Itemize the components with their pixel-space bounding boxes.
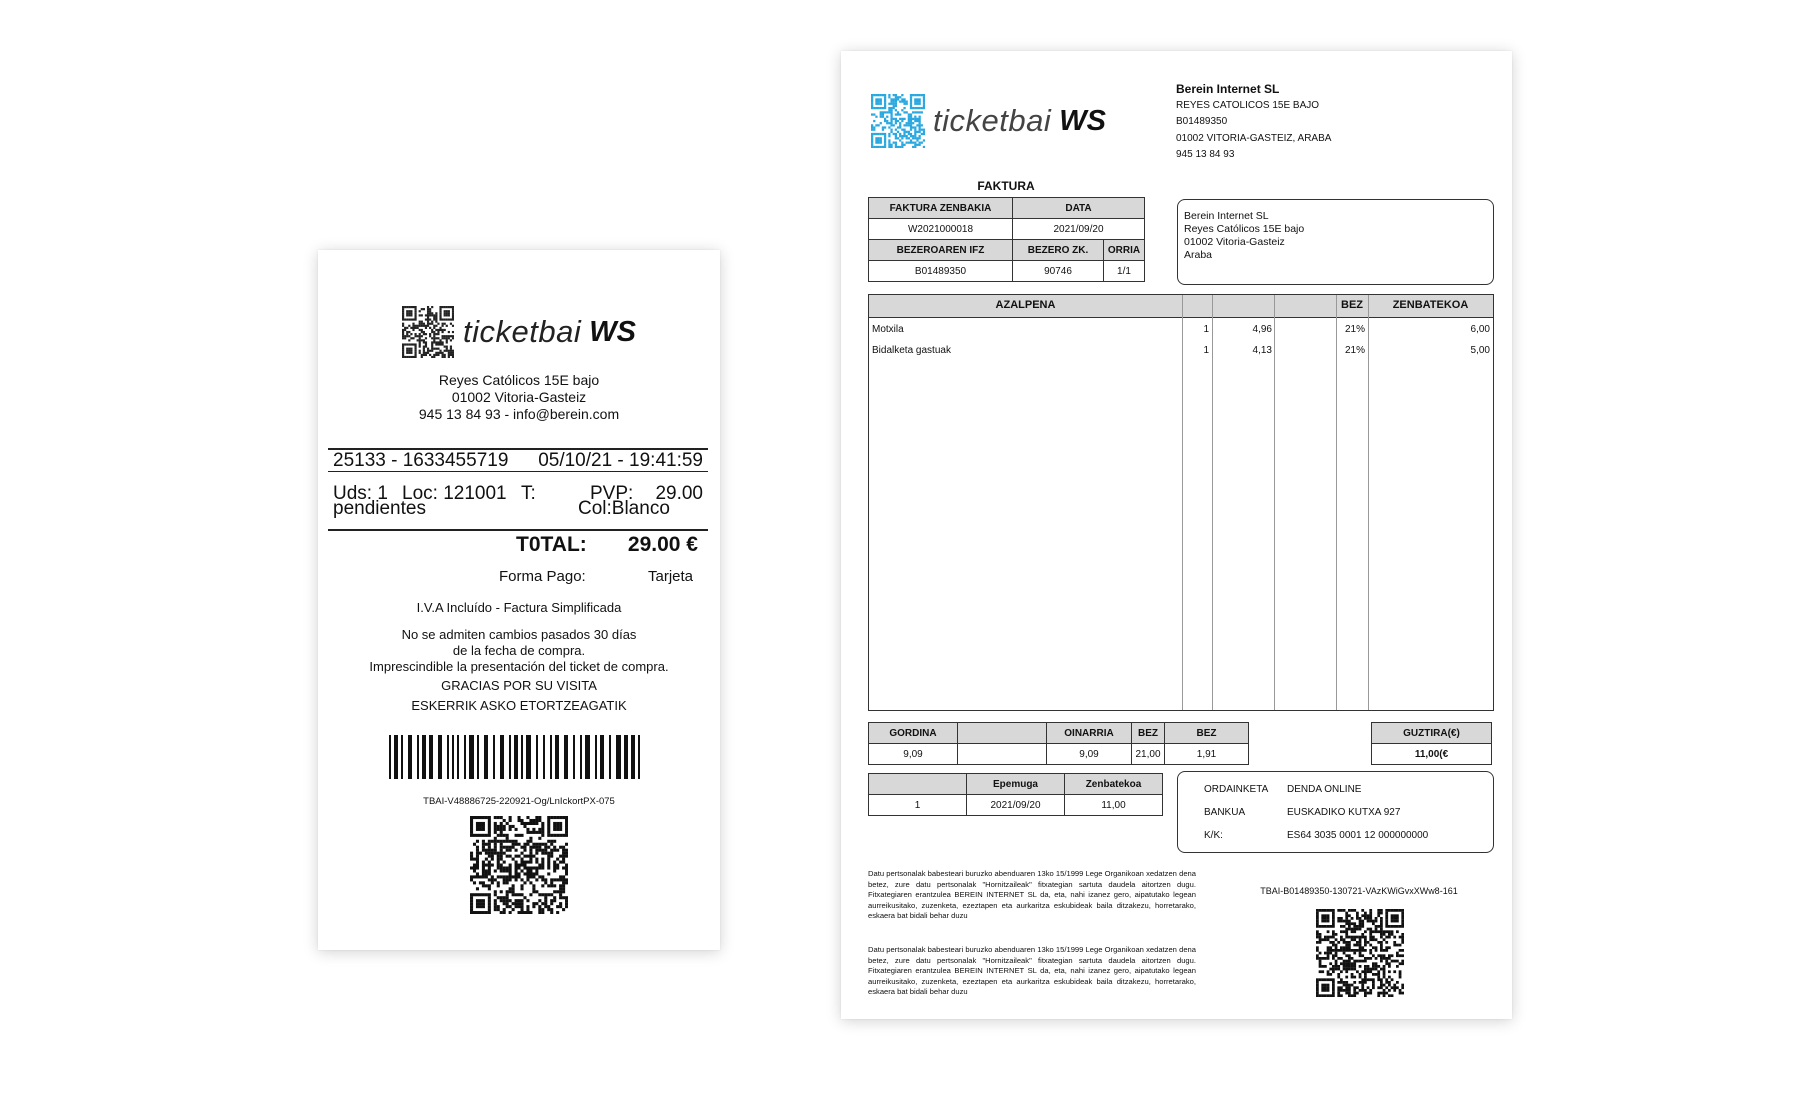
payment-method-label: ORDAINKETA: [1204, 784, 1269, 795]
thanks-es: GRACIAS POR SU VISITA: [441, 678, 597, 693]
return-policy: [318, 627, 720, 675]
totals-header: BEZ: [1165, 723, 1249, 744]
ticket-datetime: 05/10/21 - 19:41:59: [538, 450, 703, 471]
company-phone: 945 13 84 93: [1176, 149, 1235, 160]
company-address: REYES CATOLICOS 15E BAJO: [1176, 99, 1320, 111]
privacy-notice: Datu pertsonalak babesteari buruzko abenduaren 13ko 15/1999 Lege Organikoan xedatzen dena betez, zure datu pertsonalak "Hornitzaileak" fitxategian sartuta daudela aitortzen dugu. Fitxategiaren erantzulea BEREIN INTERNET SL da, eta, nahi izanez gero, aipatutako legean aurreikusitako, zuzenketa, ezeztapen eta aurkaritza eskubideak baila ditzakezu, horretarako, eskaera bat bidali behar duzu: [868, 869, 1196, 920]
ticketbai-logo: [871, 94, 1106, 148]
header-amount: ZENBATEKOA: [1392, 299, 1469, 311]
meta-header: BEZEROAREN IFZ: [869, 240, 1013, 261]
pvp-price: 29.00: [655, 483, 703, 504]
doc-title: FAKTURA: [977, 179, 1035, 193]
tbai-code: TBAI-B01489350-130721-VAzKWiGvxXWw8-161: [1260, 886, 1458, 896]
divider: [328, 529, 708, 531]
invoice-number: W2021000018: [869, 219, 1013, 240]
privacy-notice: Datu pertsonalak babesteari buruzko abenduaren 13ko 15/1999 Lege Organikoan xedatzen dena betez, zure datu pertsonalak "Hornitzaileak" fitxategian sartuta daudela aitortzen dugu. Fitxategiaren erantzulea BEREIN INTERNET SL da, eta, nahi izanez gero, aipatutako legean aurreikusitako, zuzenketa, ezeztapen eta aurkaritza eskubideak baila ditzakezu, horretarako, eskaera bat bidali behar duzu: [868, 945, 1196, 996]
policy-line: de la fecha de compra.: [452, 643, 586, 658]
client-line: Reyes Católicos 15E bajo: [1184, 223, 1305, 235]
qr-logo-icon: [402, 306, 454, 358]
qr-code-icon: [470, 816, 568, 914]
color-text: Col:Blanco: [578, 498, 670, 519]
line-description: Motxila: [872, 324, 904, 335]
totals-header-blank: [958, 723, 1047, 744]
gross-value: 9,09: [869, 744, 958, 765]
client-line: 01002 Vitoria-Gasteiz: [1184, 236, 1285, 248]
address-line: Reyes Católicos 15E bajo: [438, 372, 600, 388]
thanks-eu: ESKERRIK ASKO ETORTZEAGATIK: [411, 698, 627, 713]
line-qty: 1: [1203, 324, 1209, 335]
units: Uds: 1: [333, 483, 388, 504]
account-number: ES64 3035 0001 12 000000000: [1287, 830, 1429, 841]
invoice-document: [841, 51, 1512, 1019]
store-address: [318, 372, 720, 423]
table-row: [869, 321, 1493, 341]
totals-header: GORDINA: [869, 723, 958, 744]
ticket-id: 25133 - 1633455719: [333, 450, 509, 471]
client-line: Berein Internet SL: [1184, 210, 1269, 222]
t-label: T:: [521, 483, 536, 504]
totals-header: OINARRIA: [1047, 723, 1132, 744]
account-label: K/K:: [1204, 830, 1223, 841]
base-value: 9,09: [1047, 744, 1132, 765]
blank-cell: [958, 744, 1047, 765]
vat-value: 1,91: [1165, 744, 1249, 765]
invoice-meta-table: [868, 197, 1145, 282]
line-qty: 1: [1203, 345, 1209, 356]
policy-line: No se admiten cambios pasados 30 días: [401, 627, 637, 642]
invoice-lines-table: [868, 294, 1494, 711]
meta-header: DATA: [1013, 198, 1145, 219]
table-row: [869, 342, 1493, 362]
location: Loc: 121001: [402, 483, 507, 504]
pvp-label: PVP:: [590, 483, 634, 504]
payment-value: Tarjeta: [648, 568, 694, 585]
grand-total-table: [1371, 722, 1492, 765]
address-line: 01002 Vitoria-Gasteiz: [451, 389, 587, 405]
total-value: 29.00 €: [627, 533, 698, 556]
bank-name: EUSKADIKO KUTXA 927: [1287, 807, 1401, 818]
header-vat: BEZ: [1341, 299, 1363, 311]
total-label: T0TAL:: [516, 533, 587, 556]
header-description: AZALPENA: [995, 299, 1056, 311]
totals-header: BEZ: [1132, 723, 1165, 744]
logo-ws: WS: [589, 315, 636, 348]
line-price: 4,96: [1252, 324, 1272, 335]
total-header: GUZTIRA(€): [1372, 723, 1492, 744]
line-vat: 21%: [1344, 345, 1365, 356]
due-header: Epemuga: [967, 774, 1065, 795]
due-amount: 11,00: [1065, 795, 1163, 816]
meta-header: FAKTURA ZENBAKIA: [869, 198, 1013, 219]
client-line: Araba: [1184, 249, 1213, 261]
page-number: 1/1: [1104, 261, 1145, 282]
due-dates-table: [868, 773, 1163, 816]
ticketbai-logo: [402, 306, 636, 358]
company-nif: B01489350: [1176, 116, 1228, 127]
client-address-box: [1177, 199, 1494, 285]
logo-ws: WS: [1059, 104, 1106, 137]
tbai-code: TBAI-V48886725-220921-Og/LnIckortPX-075: [423, 796, 615, 807]
due-date: 2021/09/20: [967, 795, 1065, 816]
total-value: 11,00(€: [1372, 744, 1492, 765]
line-description: Bidalketa gastuak: [872, 345, 951, 356]
logo-word: ticketbai: [933, 103, 1052, 138]
meta-header: ORRIA: [1104, 240, 1145, 261]
issuer-company: [1176, 81, 1331, 164]
line-vat: 21%: [1344, 324, 1365, 335]
line-amount: 5,00: [1470, 345, 1490, 356]
simplified-receipt: [318, 250, 720, 950]
policy-line: Imprescindible la presentación del ticket de compra.: [369, 659, 669, 674]
client-number: 90746: [1013, 261, 1104, 282]
line-amount: 6,00: [1470, 324, 1490, 335]
logo-word: ticketbai: [463, 314, 582, 349]
totals-table: [868, 722, 1249, 765]
company-city: 01002 VITORIA-GASTEIZ, ARABA: [1176, 132, 1332, 144]
divider: [328, 471, 708, 472]
qr-code-icon: [1316, 909, 1404, 997]
vat-percent: 21,00: [1132, 744, 1165, 765]
due-header-blank: [869, 774, 967, 795]
payment-label: Forma Pago:: [499, 568, 586, 585]
payment-box: [1177, 771, 1494, 853]
iva-note: I.V.A Incluído - Factura Simplificada: [416, 600, 622, 615]
company-name: Berein Internet SL: [1176, 82, 1280, 96]
payment-method: DENDA ONLINE: [1287, 784, 1362, 795]
barcode-icon: [389, 735, 649, 779]
qr-logo-icon: [871, 94, 925, 148]
due-header: Zenbatekoa: [1065, 774, 1163, 795]
bank-label: BANKUA: [1204, 807, 1246, 818]
invoice-date: 2021/09/20: [1013, 219, 1145, 240]
client-nif: B01489350: [869, 261, 1013, 282]
due-number: 1: [869, 795, 967, 816]
meta-header: BEZERO ZK.: [1013, 240, 1104, 261]
address-line: 945 13 84 93 - info@berein.com: [418, 406, 620, 422]
status-text: pendientes: [333, 498, 426, 519]
line-price: 4,13: [1252, 345, 1272, 356]
